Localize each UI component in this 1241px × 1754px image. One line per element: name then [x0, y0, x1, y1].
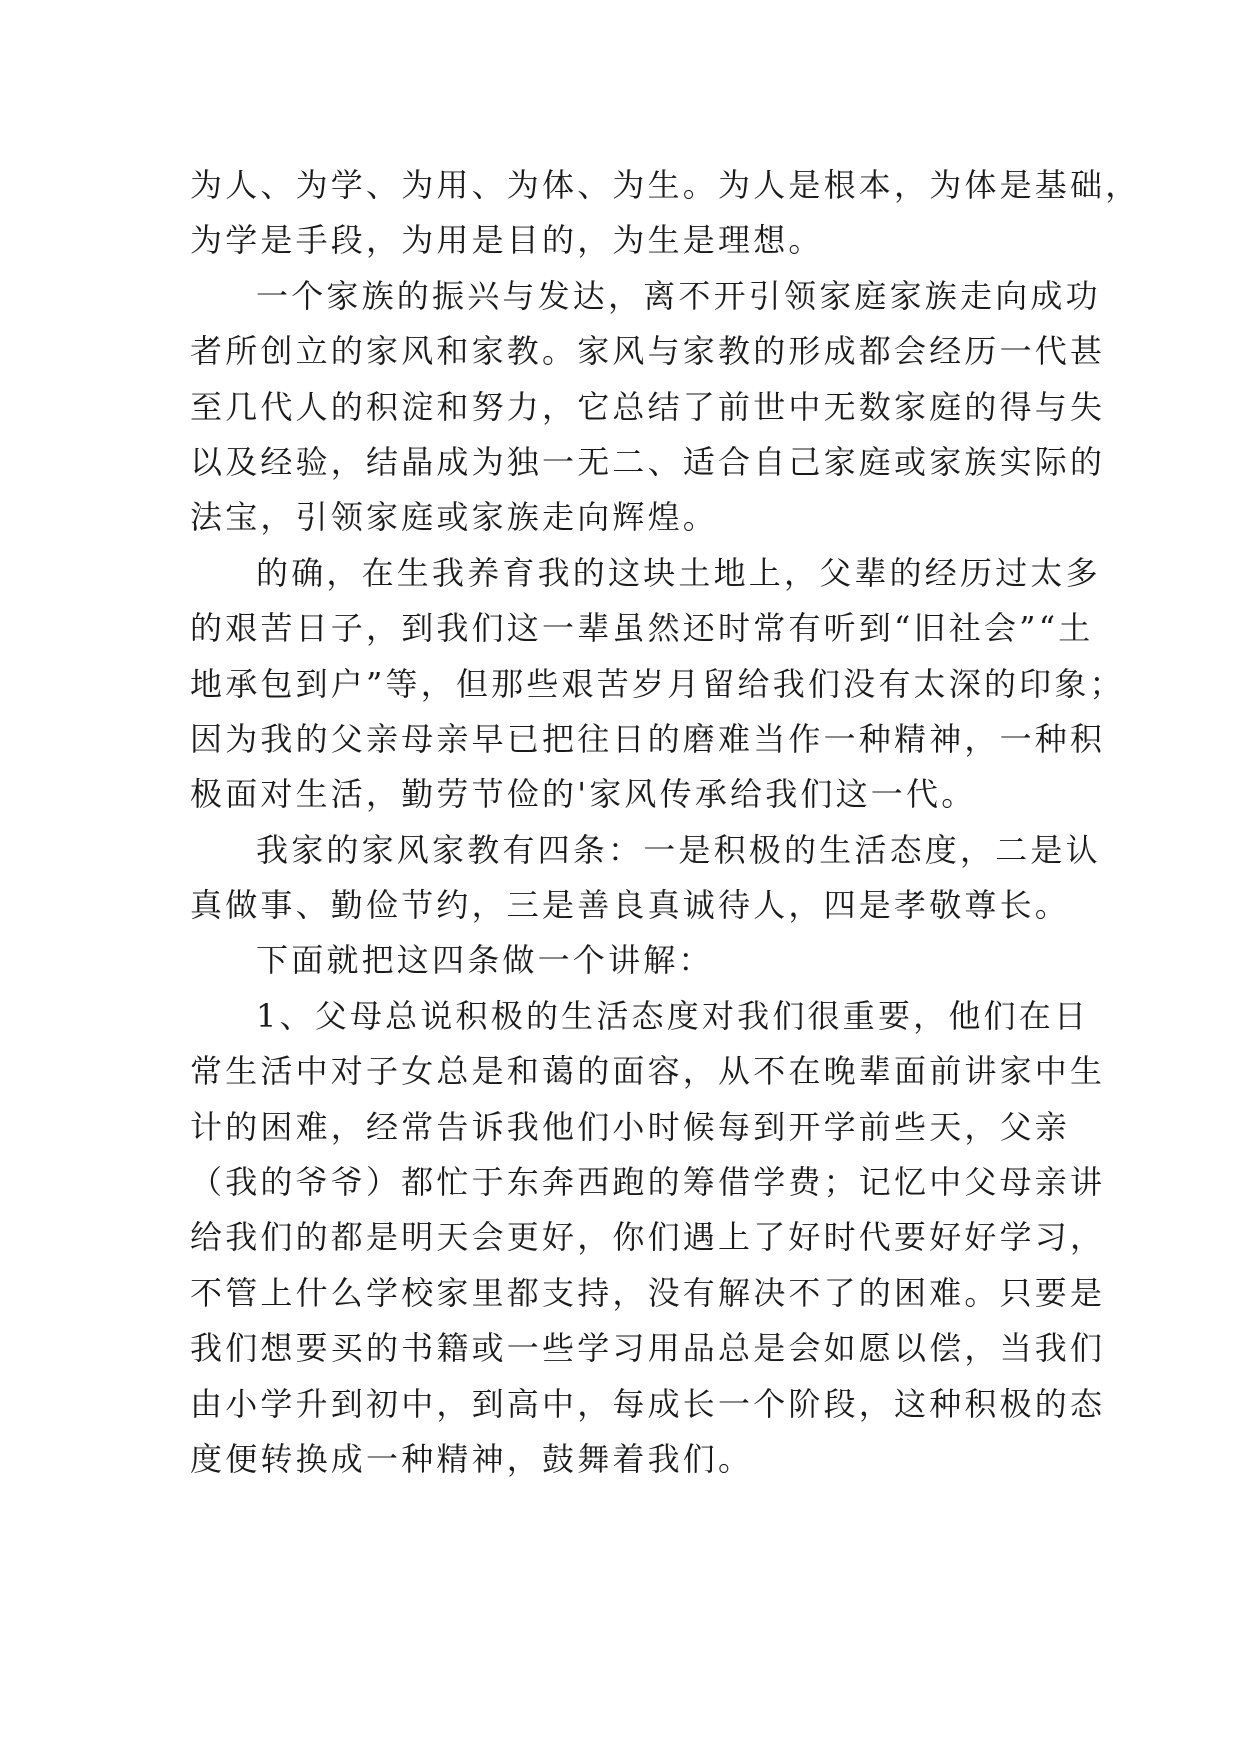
paragraph-line: 的艰苦日子，到我们这一辈虽然还时常有听到“旧社会”“土: [190, 609, 1094, 648]
paragraph-line: 地承包到户”等，但那些艰苦岁月留给我们没有太深的印象；: [190, 664, 1125, 703]
paragraph-line: 计的困难，经常告诉我他们小时候每到开学前些天，父亲: [190, 1107, 1071, 1146]
paragraph-line: 为人、为学、为用、为体、为生。为人是根本，为体是基础，: [190, 166, 1141, 204]
paragraph-first-line: 1、父母总说积极的生活态度对我们很重要，他们在日: [256, 996, 1090, 1035]
paragraph-line: 至几代人的积淀和努力，它总结了前世中无数家庭的得与失: [190, 387, 1106, 426]
paragraph-line: 给我们的都是明天会更好，你们遇上了好时代要好好学习，: [190, 1218, 1106, 1257]
paragraph-first-line: 一个家族的振兴与发达，离不开引领家庭家族走向成功: [256, 276, 1101, 315]
paragraph-line: 以及经验，结晶成为独一无二、适合自己家庭或家族实际的: [190, 442, 1106, 481]
paragraph-line: 由小学升到初中，到高中，每成长一个阶段，这种积极的态: [190, 1384, 1106, 1423]
paragraph-first-line: 我家的家风家教有四条：一是积极的生活态度，二是认: [256, 830, 1101, 869]
paragraph-line: 法宝，引领家庭或家族走向辉煌。: [190, 498, 719, 537]
paragraph-line: 我们想要买的书籍或一些学习用品总是会如愿以偿，当我们: [190, 1329, 1106, 1368]
paragraph-first-line: 下面就把这四条做一个讲解：: [256, 941, 714, 980]
paragraph-line: 者所创立的家风和家教。家风与家教的形成都会经历一代甚: [190, 332, 1106, 371]
paragraph-line: 度便转换成一种精神，鼓舞着我们。: [190, 1439, 754, 1478]
paragraph-line: （我的爷爷）都忙于东奔西跑的筹借学费；记忆中父母亲讲: [190, 1163, 1106, 1202]
paragraph-line: 不管上什么学校家里都支持，没有解决不了的困难。只要是: [190, 1273, 1106, 1312]
paragraph-line: 极面对生活，勤劳节俭的'家风传承给我们这一代。: [190, 775, 977, 814]
paragraph-line: 常生活中对子女总是和蔼的面容，从不在晚辈面前讲家中生: [190, 1052, 1106, 1091]
paragraph-first-line: 的确，在生我养育我的这块土地上，父辈的经历过太多: [256, 553, 1101, 592]
document-body: [190, 158, 1141, 1487]
paragraph-line: 真做事、勤俭节约，三是善良真诚待人，四是孝敬尊长。: [190, 886, 1071, 925]
paragraph-line: 因为我的父亲母亲早已把往日的磨难当作一种精神，一种积: [190, 719, 1106, 758]
paragraph-line: 为学是手段，为用是目的，为生是理想。: [190, 221, 824, 260]
